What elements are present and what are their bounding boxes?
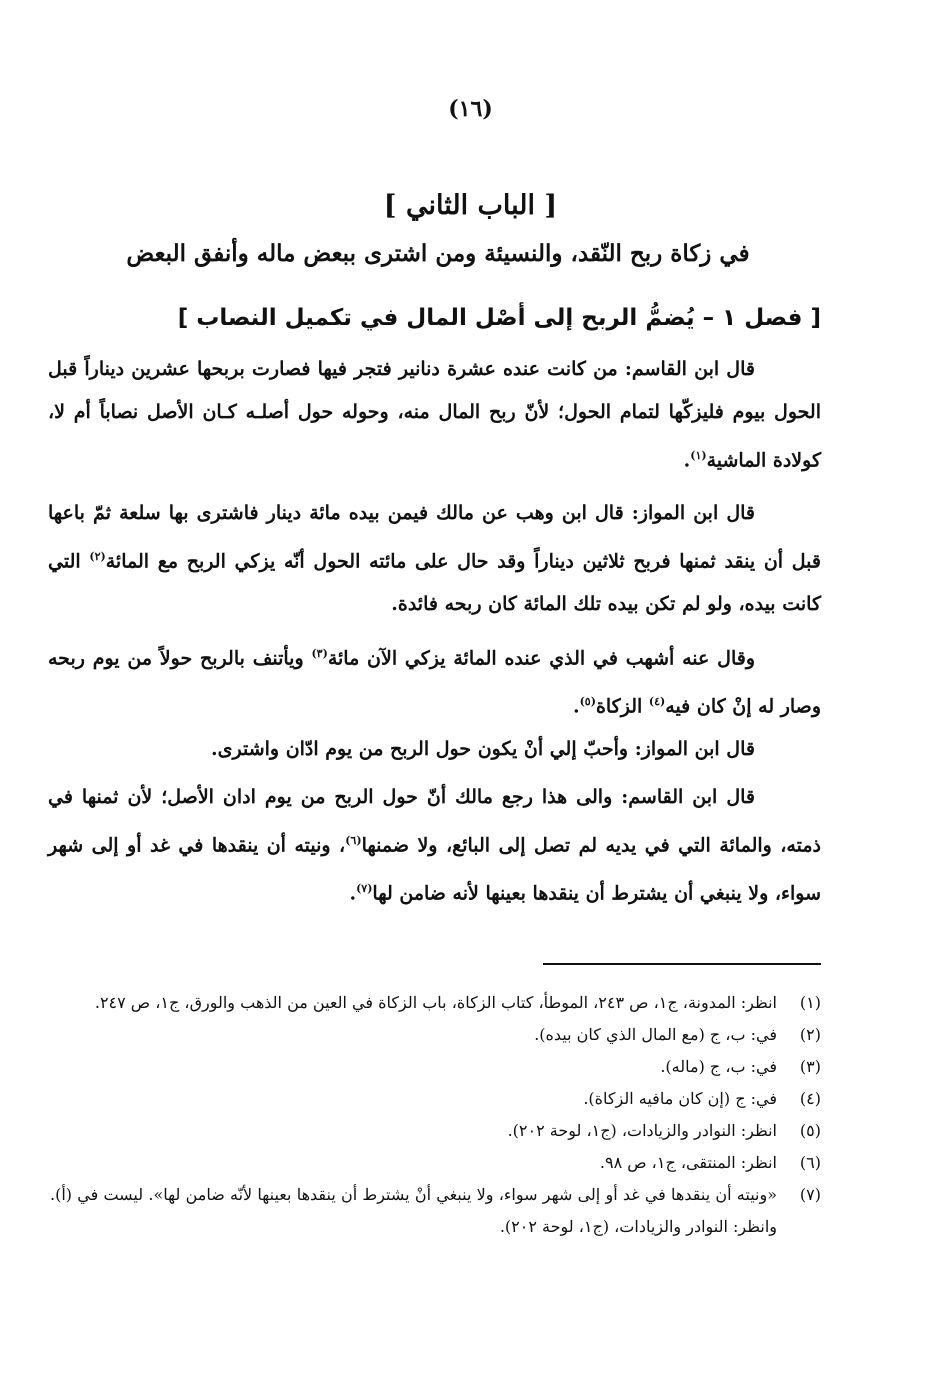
footnote-number: (٣) xyxy=(799,1057,821,1076)
footnote-ref: (٧) xyxy=(356,882,373,896)
paragraph-4 xyxy=(48,728,821,771)
footnote-text: انظر: المنتقى، ج١، ص ٩٨. xyxy=(599,1153,777,1172)
footnote-item xyxy=(50,1083,821,1115)
footnote-item xyxy=(50,1051,821,1083)
paragraph-text: ، ونيته أن ينقدها في غد أو إلى شهر سواء، ولا ينبغي أن يشترط أن ينقدها بعينها لأنه ضامن لها xyxy=(48,834,821,905)
footnote-number: (٢) xyxy=(799,1025,821,1044)
footnote-item xyxy=(50,1147,821,1179)
paragraph-text: قال ابن المواز: وأحبّ إلي أنْ يكون حول الربح من يوم ادّان واشترى. xyxy=(211,738,755,760)
footnote-number: (٦) xyxy=(799,1153,821,1172)
footnote-ref: (١) xyxy=(690,449,707,462)
footnote-item xyxy=(50,1019,821,1051)
paragraph-text: التي كانت بيده، ولو لم تكن بيده تلك المائة كان ربحه فائدة. xyxy=(48,550,821,616)
paragraph-1 xyxy=(48,348,821,482)
paragraph-3 xyxy=(48,632,821,729)
footnote-divider xyxy=(543,963,821,965)
chapter-title: [ الباب الثاني ] xyxy=(383,190,558,221)
footnote-number: (٤) xyxy=(799,1089,821,1108)
footnote-number: (٥) xyxy=(799,1121,821,1140)
page-number: (١٦) xyxy=(448,96,493,122)
paragraph-text: . xyxy=(349,882,357,905)
footnote-item xyxy=(50,1115,821,1147)
section-heading: [ فصل ١ – يُضمُّ الربح إلى أصْل المال في تكميل النصاب ] xyxy=(177,305,821,331)
paragraph-text: وقال عنه أشهب في الذي عنده المائة يزكي الآن مائة xyxy=(327,647,756,670)
footnotes xyxy=(50,987,821,1243)
paragraph-text: قال ابن القاسم: من كانت عنده عشرة دنانير فتجر فيها فصارت بربحها عشرين ديناراً قبل الحول بيوم فليزكّها لتمام الحول؛ لأنّ ربح المال منه، وحوله حول أصلـه كـان الأصل نصاباً أم لا، كولادة الماشية xyxy=(48,358,821,472)
footnote-text: «ونيته أن ينقدها في غد أو إلى شهر سواء، ولا ينبغي أنْ يشترط أن ينقدها بعينها لأنّه ضامن لها». ليست في (أ). وانظر: النوادر والزيادات، (ج١، لوحة ٢٠٢). xyxy=(50,1185,777,1236)
footnote-text: في: ج (إن كان مافيه الزكاة). xyxy=(583,1089,777,1108)
footnote-text: انظر: المدونة، ج١، ص ٢٤٣، الموطأ، كتاب الزكاة، باب الزكاة في العين من الذهب والورق، ج١، ص ٢٤٧. xyxy=(94,993,777,1012)
footnote-item xyxy=(50,987,821,1019)
chapter-subtitle: في زكاة ربح النّقد، والنسيئة ومن اشترى ببعض ماله وأنفق البعض xyxy=(126,240,750,267)
footnote-ref: (٦) xyxy=(345,834,362,847)
footnote-ref: (٥) xyxy=(579,695,596,709)
footnote-ref: (٢) xyxy=(89,550,106,563)
footnote-ref: (٣) xyxy=(311,647,328,660)
footnote-text: انظر: النوادر والزيادات، (ج١، لوحة ٢٠٢). xyxy=(507,1121,777,1140)
footnote-text: في: ب، ج (ماله). xyxy=(660,1057,777,1076)
paragraph-text: الزكاة xyxy=(595,695,649,718)
paragraph-text: قال ابن المواز: قال ابن وهب عن مالك فيمن بيده مائة دينار فاشترى بها سلعة ثمّ باعها قبل أن ينقد ثمنها فربح ثلاثين ديناراً وقد حال على مائته الحول أنّه يزكي الربح مع المائة xyxy=(48,502,821,573)
footnote-number: (٧) xyxy=(799,1185,821,1204)
footnote-number: (١) xyxy=(799,993,821,1012)
paragraph-text: . xyxy=(683,449,691,472)
paragraph-2 xyxy=(48,492,821,626)
footnote-text: في: ب، ج (مع المال الذي كان بيده). xyxy=(534,1025,777,1044)
paragraph-5 xyxy=(48,776,821,916)
footnote-ref: (٤) xyxy=(648,695,666,709)
paragraph-text: قال ابن القاسم: والى هذا رجع مالك أنّ حول الربح من يوم ادان الأصل؛ لأن ثمنها في ذمته، والمائة التي في يديه لم تصل إلى البائع، ولا ضمنها xyxy=(48,786,821,857)
paragraph-text: . xyxy=(572,695,580,718)
paragraph-text: ويأتنف بالربح حولاً من يوم ربحه وصار له إنْ كان فيه xyxy=(48,647,821,718)
footnote-item xyxy=(50,1179,821,1243)
